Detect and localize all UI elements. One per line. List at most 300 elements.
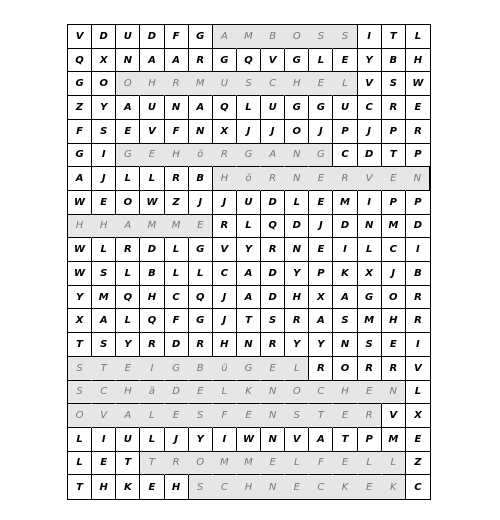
grid-cell-highlighted: S: [285, 404, 309, 428]
grid-cell: X: [406, 404, 430, 428]
grid-cell-highlighted: H: [92, 215, 116, 239]
grid-cell: R: [382, 96, 406, 120]
grid-cell: G: [68, 144, 92, 168]
grid-cell: Q: [213, 96, 237, 120]
grid-cell: T: [68, 333, 92, 357]
grid-cell: J: [237, 120, 261, 144]
grid-cell-highlighted: E: [237, 404, 261, 428]
grid-cell-highlighted: S: [309, 25, 333, 49]
grid-cell-highlighted: N: [382, 381, 406, 405]
grid-cell: V: [358, 72, 382, 96]
grid-cell-highlighted: S: [189, 404, 213, 428]
grid-cell: T: [333, 428, 357, 452]
grid-cell: D: [261, 286, 285, 310]
grid-cell: O: [333, 357, 357, 381]
grid-cell: W: [237, 428, 261, 452]
grid-cell: L: [165, 238, 189, 262]
grid-cell-highlighted: B: [189, 357, 213, 381]
grid-cell-highlighted: G: [237, 357, 261, 381]
grid-cell: H: [382, 309, 406, 333]
grid-cell: Q: [140, 309, 164, 333]
grid-cell: Z: [406, 452, 430, 476]
grid-cell-highlighted: L: [358, 452, 382, 476]
grid-cell-highlighted: M: [213, 452, 237, 476]
grid-cell-highlighted: H: [165, 144, 189, 168]
grid-cell: M: [382, 428, 406, 452]
grid-cell: J: [309, 120, 333, 144]
grid-cell: F: [165, 120, 189, 144]
grid-cell: L: [358, 238, 382, 262]
grid-cell: I: [92, 428, 116, 452]
grid-cell-highlighted: T: [92, 357, 116, 381]
grid-cell: O: [116, 191, 140, 215]
grid-cell-highlighted: A: [213, 25, 237, 49]
grid-cell-highlighted: E: [333, 404, 357, 428]
grid-cell: Q: [68, 49, 92, 73]
grid-cell: X: [213, 120, 237, 144]
grid-cell: V: [213, 238, 237, 262]
grid-cell-highlighted: R: [165, 452, 189, 476]
grid-cell: H: [285, 286, 309, 310]
grid-cell: Y: [189, 428, 213, 452]
grid-cell-highlighted: L: [333, 72, 357, 96]
grid-cell: I: [358, 191, 382, 215]
grid-cell: U: [140, 96, 164, 120]
grid-cell-highlighted: H: [237, 475, 261, 499]
grid-cell: J: [309, 215, 333, 239]
grid-cell-highlighted: M: [165, 215, 189, 239]
grid-cell: V: [382, 404, 406, 428]
grid-cell: A: [140, 49, 164, 73]
grid-cell-highlighted: F: [213, 404, 237, 428]
grid-cell: J: [261, 120, 285, 144]
grid-cell-highlighted: ä: [140, 381, 164, 405]
grid-cell-highlighted: N: [285, 144, 309, 168]
grid-cell: R: [165, 167, 189, 191]
grid-cell: D: [140, 238, 164, 262]
grid-cell-highlighted: V: [92, 404, 116, 428]
grid-cell: T: [237, 309, 261, 333]
grid-cell: W: [68, 191, 92, 215]
grid-cell: I: [406, 238, 430, 262]
grid-cell-highlighted: E: [358, 381, 382, 405]
grid-cell-highlighted: H: [285, 72, 309, 96]
grid-cell: U: [261, 96, 285, 120]
grid-cell: Y: [358, 49, 382, 73]
grid-cell: S: [358, 333, 382, 357]
grid-cell: E: [406, 96, 430, 120]
grid-cell-highlighted: O: [116, 72, 140, 96]
grid-cell: T: [382, 144, 406, 168]
grid-cell-highlighted: E: [189, 215, 213, 239]
grid-cell: R: [189, 49, 213, 73]
grid-cell: E: [406, 428, 430, 452]
grid-cell: W: [68, 238, 92, 262]
grid-cell: G: [285, 49, 309, 73]
grid-cell: M: [333, 191, 357, 215]
grid-cell: P: [358, 428, 382, 452]
grid-cell-highlighted: F: [309, 452, 333, 476]
grid-cell: H: [213, 333, 237, 357]
grid-cell: S: [92, 262, 116, 286]
grid-cell-highlighted: E: [116, 357, 140, 381]
grid-cell-highlighted: T: [140, 452, 164, 476]
grid-cell: Q: [116, 286, 140, 310]
grid-cell: N: [237, 333, 261, 357]
grid-cell: L: [237, 96, 261, 120]
grid-cell: S: [333, 309, 357, 333]
grid-cell-highlighted: H: [68, 215, 92, 239]
grid-cell-highlighted: A: [261, 144, 285, 168]
grid-cell-highlighted: C: [92, 381, 116, 405]
grid-cell-highlighted: R: [213, 144, 237, 168]
grid-cell: C: [213, 262, 237, 286]
grid-cell: P: [406, 144, 430, 168]
grid-cell: M: [92, 286, 116, 310]
grid-cell: P: [406, 191, 430, 215]
grid-cell: X: [92, 49, 116, 73]
grid-cell: L: [237, 215, 261, 239]
grid-cell: O: [382, 286, 406, 310]
grid-cell: L: [116, 167, 140, 191]
grid-cell: B: [140, 262, 164, 286]
grid-cell-highlighted: I: [140, 357, 164, 381]
grid-cell: Y: [92, 96, 116, 120]
grid-cell: V: [140, 120, 164, 144]
grid-cell: Y: [116, 333, 140, 357]
grid-cell: J: [213, 286, 237, 310]
grid-cell: R: [285, 309, 309, 333]
grid-cell: O: [92, 72, 116, 96]
grid-cell: P: [333, 120, 357, 144]
grid-cell: D: [92, 25, 116, 49]
grid-cell: N: [189, 120, 213, 144]
grid-cell: C: [358, 96, 382, 120]
grid-cell: L: [406, 381, 430, 405]
grid-cell: T: [382, 25, 406, 49]
grid-cell: Y: [285, 333, 309, 357]
grid-cell: V: [285, 428, 309, 452]
grid-cell-highlighted: M: [140, 215, 164, 239]
grid-cell: R: [309, 357, 333, 381]
grid-cell: C: [333, 144, 357, 168]
grid-cell-highlighted: A: [116, 215, 140, 239]
grid-cell: D: [333, 215, 357, 239]
grid-cell: E: [309, 238, 333, 262]
grid-cell: N: [285, 238, 309, 262]
grid-cell-highlighted: M: [189, 72, 213, 96]
grid-cell: R: [406, 286, 430, 310]
grid-cell-highlighted: G: [309, 144, 333, 168]
grid-cell: R: [261, 333, 285, 357]
grid-cell-highlighted: E: [309, 72, 333, 96]
grid-cell: P: [309, 262, 333, 286]
grid-cell: U: [116, 25, 140, 49]
grid-cell-highlighted: N: [261, 404, 285, 428]
grid-cell: W: [140, 191, 164, 215]
grid-cell: Q: [237, 49, 261, 73]
grid-cell: T: [68, 475, 92, 499]
grid-cell: J: [213, 309, 237, 333]
grid-cell: R: [358, 357, 382, 381]
grid-cell-highlighted: R: [358, 404, 382, 428]
grid-cell-highlighted: E: [285, 475, 309, 499]
grid-cell-highlighted: H: [333, 381, 357, 405]
grid-cell: J: [382, 262, 406, 286]
grid-cell-highlighted: E: [309, 167, 333, 191]
grid-cell: L: [116, 262, 140, 286]
grid-cell: D: [140, 25, 164, 49]
grid-cell: Y: [237, 238, 261, 262]
grid-cell: G: [358, 286, 382, 310]
grid-cell: R: [406, 120, 430, 144]
grid-cell-highlighted: S: [68, 357, 92, 381]
grid-cell: N: [116, 49, 140, 73]
grid-cell: A: [68, 167, 92, 191]
grid-cell: R: [213, 215, 237, 239]
grid-cell-highlighted: ö: [189, 144, 213, 168]
grid-cell: A: [237, 286, 261, 310]
word-search-grid: [67, 24, 431, 500]
grid-cell: D: [261, 262, 285, 286]
grid-cell: Q: [189, 286, 213, 310]
grid-cell-highlighted: O: [285, 381, 309, 405]
grid-cell-highlighted: B: [261, 25, 285, 49]
grid-cell: X: [358, 262, 382, 286]
grid-cell: S: [92, 120, 116, 144]
grid-cell: T: [116, 452, 140, 476]
grid-cell: S: [92, 333, 116, 357]
grid-cell-highlighted: N: [406, 167, 430, 191]
grid-cell-highlighted: S: [333, 25, 357, 49]
grid-cell: G: [189, 25, 213, 49]
grid-cell: Z: [165, 191, 189, 215]
grid-cell: K: [333, 262, 357, 286]
grid-cell-highlighted: G: [237, 144, 261, 168]
grid-cell: G: [285, 96, 309, 120]
grid-cell-highlighted: N: [261, 381, 285, 405]
grid-cell-highlighted: R: [261, 167, 285, 191]
grid-cell: H: [92, 475, 116, 499]
grid-cell: Y: [285, 262, 309, 286]
grid-cell: L: [140, 167, 164, 191]
grid-cell-highlighted: ü: [213, 357, 237, 381]
grid-cell: A: [309, 428, 333, 452]
grid-cell: L: [285, 191, 309, 215]
grid-cell-highlighted: K: [237, 381, 261, 405]
grid-cell: N: [358, 215, 382, 239]
grid-cell: V: [406, 357, 430, 381]
grid-cell-highlighted: O: [285, 25, 309, 49]
grid-cell: J: [358, 120, 382, 144]
grid-cell-highlighted: E: [382, 167, 406, 191]
grid-cell: X: [68, 309, 92, 333]
grid-cell: U: [237, 191, 261, 215]
grid-cell-highlighted: T: [309, 404, 333, 428]
grid-cell: R: [382, 357, 406, 381]
grid-cell: R: [189, 333, 213, 357]
grid-cell: D: [165, 333, 189, 357]
grid-cell: L: [406, 25, 430, 49]
grid-cell: N: [261, 428, 285, 452]
grid-cell-highlighted: L: [285, 357, 309, 381]
grid-cell: V: [261, 49, 285, 73]
grid-cell: H: [165, 475, 189, 499]
grid-cell-highlighted: L: [213, 381, 237, 405]
grid-cell-highlighted: M: [237, 452, 261, 476]
grid-cell: G: [189, 309, 213, 333]
grid-cell-highlighted: G: [116, 144, 140, 168]
grid-cell: I: [358, 25, 382, 49]
grid-cell-highlighted: K: [333, 475, 357, 499]
grid-cell: H: [140, 286, 164, 310]
grid-cell-highlighted: S: [68, 381, 92, 405]
grid-cell-highlighted: H: [213, 167, 237, 191]
grid-cell: X: [309, 286, 333, 310]
grid-cell-highlighted: N: [285, 167, 309, 191]
grid-cell: L: [92, 238, 116, 262]
grid-cell: I: [92, 144, 116, 168]
grid-cell: E: [382, 333, 406, 357]
grid-cell-highlighted: C: [213, 475, 237, 499]
grid-cell: G: [309, 96, 333, 120]
grid-cell: S: [261, 309, 285, 333]
grid-cell-highlighted: O: [68, 404, 92, 428]
grid-cell: D: [406, 215, 430, 239]
grid-cell-highlighted: E: [261, 452, 285, 476]
grid-cell: C: [414, 481, 422, 493]
grid-cell-highlighted: E: [140, 144, 164, 168]
grid-cell: A: [165, 49, 189, 73]
grid-cell: C: [165, 286, 189, 310]
grid-cell-highlighted: V: [358, 167, 382, 191]
grid-cell-highlighted: E: [333, 452, 357, 476]
grid-cell: R: [116, 238, 140, 262]
grid-cell: E: [116, 120, 140, 144]
grid-cell-highlighted: E: [358, 475, 382, 499]
grid-cell-highlighted: ö: [237, 167, 261, 191]
grid-cell-highlighted: H: [116, 381, 140, 405]
grid-cell: A: [92, 309, 116, 333]
grid-cell: J: [189, 191, 213, 215]
grid-cell: H: [406, 49, 430, 73]
grid-cell-highlighted: L: [140, 404, 164, 428]
grid-cell: K: [116, 475, 140, 499]
grid-cell-highlighted: N: [261, 475, 285, 499]
grid-cell: W: [68, 262, 92, 286]
grid-cell-highlighted: R: [333, 167, 357, 191]
grid-cell: L: [68, 428, 92, 452]
grid-cell: R: [261, 238, 285, 262]
grid-cell: N: [165, 96, 189, 120]
grid-cell-highlighted: G: [165, 357, 189, 381]
grid-cell-highlighted: E: [165, 404, 189, 428]
grid-cell: O: [285, 120, 309, 144]
grid-cell: J: [165, 428, 189, 452]
grid-cell: A: [333, 286, 357, 310]
grid-cell: W: [406, 72, 430, 96]
grid-cell: L: [309, 49, 333, 73]
grid-cell: G: [68, 72, 92, 96]
grid-cell-highlighted: L: [382, 452, 406, 476]
grid-cell: I: [213, 428, 237, 452]
grid-cell: U: [116, 428, 140, 452]
grid-cell: E: [333, 49, 357, 73]
grid-cell: Y: [309, 333, 333, 357]
grid-cell-highlighted: C: [309, 475, 333, 499]
grid-cell-highlighted: K: [382, 475, 406, 499]
grid-cell-highlighted: E: [189, 381, 213, 405]
grid-cell: A: [309, 309, 333, 333]
grid-cell: A: [116, 96, 140, 120]
grid-cell: C: [382, 238, 406, 262]
grid-cell: F: [165, 25, 189, 49]
grid-cell: F: [165, 309, 189, 333]
grid-cell: I: [333, 238, 357, 262]
grid-cell: M: [358, 309, 382, 333]
grid-cell: Q: [261, 215, 285, 239]
grid-cell: P: [382, 191, 406, 215]
grid-cell: E: [92, 191, 116, 215]
grid-cell: U: [333, 96, 357, 120]
grid-cell-highlighted: C: [261, 72, 285, 96]
grid-cell: R: [406, 309, 430, 333]
grid-cell: D: [285, 215, 309, 239]
grid-cell: E: [92, 452, 116, 476]
grid-cell: L: [189, 262, 213, 286]
grid-cell: B: [406, 262, 430, 286]
grid-cell-highlighted: O: [189, 452, 213, 476]
grid-cell-highlighted: E: [261, 357, 285, 381]
grid-cell-highlighted: L: [285, 452, 309, 476]
grid-cell-highlighted: H: [140, 72, 164, 96]
grid-cell: L: [140, 428, 164, 452]
grid-cell-highlighted: M: [237, 25, 261, 49]
grid-cell: E: [309, 191, 333, 215]
grid-cell: B: [382, 49, 406, 73]
grid-cell-highlighted: S: [189, 475, 213, 499]
grid-cell: V: [68, 25, 92, 49]
grid-cell: J: [92, 167, 116, 191]
grid-cell: J: [213, 191, 237, 215]
grid-cell: S: [382, 72, 406, 96]
grid-cell: P: [382, 120, 406, 144]
grid-cell: D: [261, 191, 285, 215]
grid-cell: G: [213, 49, 237, 73]
grid-cell: L: [116, 309, 140, 333]
grid-cell: D: [358, 144, 382, 168]
grid-cell: L: [68, 452, 92, 476]
grid-cell: E: [140, 475, 164, 499]
grid-cell: I: [406, 333, 430, 357]
grid-cell: A: [237, 262, 261, 286]
grid-cell: F: [68, 120, 92, 144]
grid-cell-highlighted: R: [165, 72, 189, 96]
grid-cell: Z: [68, 96, 92, 120]
grid-cell: A: [189, 96, 213, 120]
grid-cell: M: [382, 215, 406, 239]
grid-cell-highlighted: D: [165, 381, 189, 405]
grid-cell-highlighted: A: [116, 404, 140, 428]
grid-cell-highlighted: S: [237, 72, 261, 96]
grid-cell-highlighted: C: [309, 381, 333, 405]
grid-cell: B: [189, 167, 213, 191]
grid-cell: Y: [68, 286, 92, 310]
grid-cell-highlighted: U: [213, 72, 237, 96]
grid-cell: L: [165, 262, 189, 286]
grid-cell: G: [189, 238, 213, 262]
grid-cell: N: [333, 333, 357, 357]
